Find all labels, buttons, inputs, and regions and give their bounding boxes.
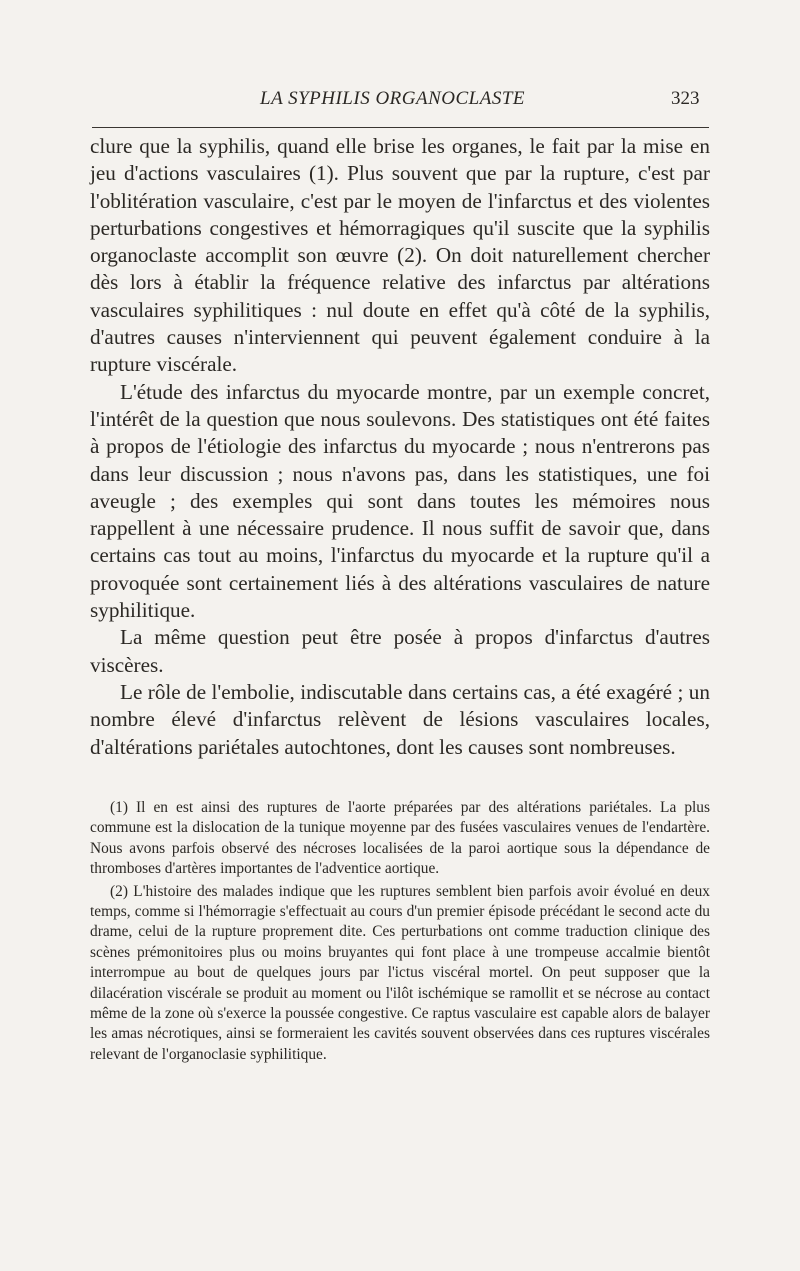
page-number: 323 — [671, 88, 700, 109]
footnote: (1) Il en est ainsi des ruptures de l'aorte préparées par des altérations pariétales. La plus commune est la dislocation de la tunique moyenne par des fusées vasculaires venues de l'endartère. Nous avons parfois observé des nécroses localisées de la paroi aortique sous la dépendance de thromboses d'artères importantes de l'adventice aortique. — [90, 799, 710, 878]
header-rule — [92, 127, 709, 128]
paragraph: L'étude des infarctus du myocarde montre, par un exemple concret, l'intérêt de la question que nous soulevons. Des statistiques ont été faites à propos de l'étiologie des infarctus du myocarde ; nous n'entrerons pas dans leur discussion ; nous n'avons pas, dans les statistiques, une foi aveugle ; des exemples qui sont dans toutes les mémoires nous rappellent à une nécessaire prudence. Il nous suffit de savoir que, dans certains cas tout au moins, l'infarctus du myocarde et la rupture qu'il a provoquée sont certainement liés à des altérations vasculaires de nature syphilitique. — [90, 379, 710, 623]
paragraph: Le rôle de l'embolie, indiscutable dans certains cas, a été exagéré ; un nombre élevé d'infarctus relèvent de lésions vasculaires locales, d'altérations pariétales autochtones, dont les causes sont nombreuses. — [90, 679, 710, 759]
body-text — [90, 133, 710, 761]
footnote: (2) L'histoire des malades indique que les ruptures semblent bien parfois avoir évolué en deux temps, comme si l'hémorragie s'effectuait au cours d'un premier épisode précédant le second acte du drame, celui de la rupture proprement dite. Ces perturbations ont comme traduction clinique des scènes prémonitoires plus ou moins bruyantes qui font place à une trompeuse accalmie bientôt interrompue au bout de quelques jours par l'ictus viscéral mortel. On peut supposer que la dilacération viscérale se produit au moment ou l'ilôt ischémique se ramollit et se nécrose au contact même de la zone où s'exerce la poussée congestive. Ce raptus vasculaire est capable alors de balayer les amas nécrotiques, ainsi se formeraient les cavités souvent observées dans ces ruptures viscérales relevant de l'organoclasie syphilitique. — [90, 882, 710, 1063]
paragraph: La même question peut être posée à propos d'infarctus d'autres viscères. — [90, 625, 710, 677]
page-header — [0, 88, 800, 118]
paragraph: clure que la syphilis, quand elle brise les organes, le fait par la mise en jeu d'actions vasculaires (1). Plus souvent que par la rupture, c'est par l'oblitération vasculaire, c'est par le moyen de l'infarctus et des violentes perturbations congestives et hémorragiques qu'il suscite que la syphilis organoclaste accomplit son œuvre (2). On doit naturellement chercher dès lors à établir la fréquence relative des infarctus par altérations vasculaires syphilitiques : nul doute en effet qu'à côté de la syphilis, d'autres causes n'interviennent qui peuvent également conduire à la rupture viscérale. — [90, 134, 710, 377]
running-title: LA SYPHILIS ORGANOCLASTE — [260, 88, 526, 109]
footnotes — [90, 798, 710, 1065]
